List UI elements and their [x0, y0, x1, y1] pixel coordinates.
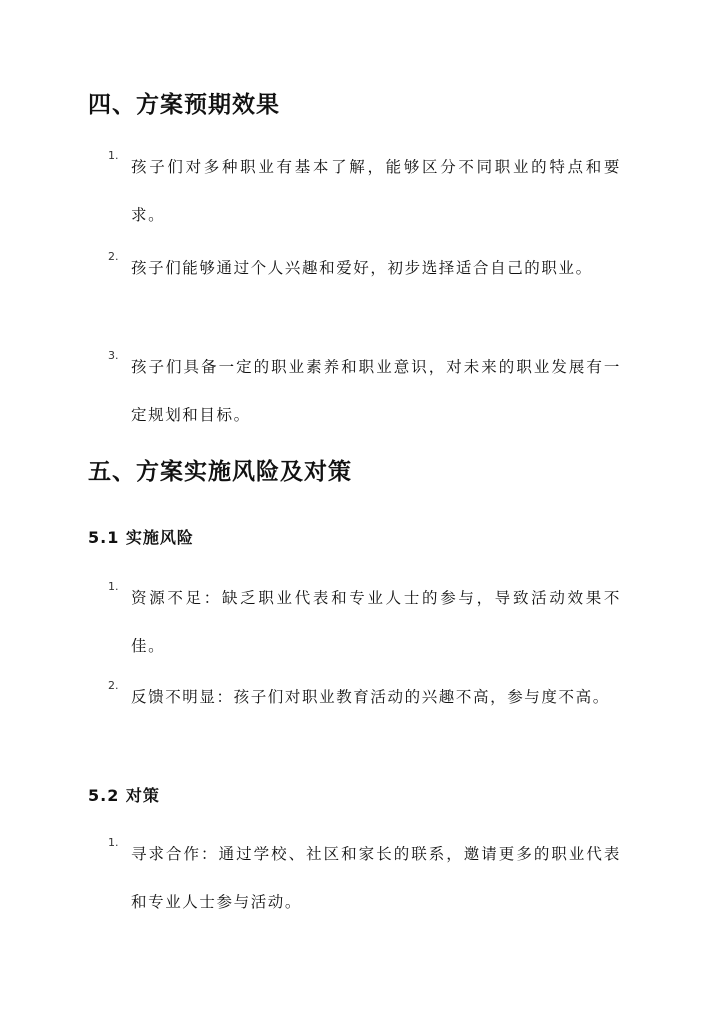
- list-item-text: 孩子们具备一定的职业素养和职业意识，对未来的职业发展有一定规划和目标。: [131, 358, 621, 424]
- subsection-heading-risks: 5.1 实施风险: [88, 528, 194, 547]
- list-item-text: 反馈不明显：孩子们对职业教育活动的兴趣不高，参与度不高。: [131, 688, 610, 706]
- list-item-text: 孩子们能够通过个人兴趣和爱好，初步选择适合自己的职业。: [131, 259, 593, 277]
- list-item: [108, 673, 628, 721]
- list-item-number: 3.: [108, 349, 119, 362]
- list-item-number: 1.: [108, 836, 119, 849]
- list-item-text: 孩子们对多种职业有基本了解，能够区分不同职业的特点和要求。: [131, 158, 621, 224]
- subsection-heading-countermeasures: 5.2 对策: [88, 786, 160, 805]
- section-heading-expected-effects: 四、方案预期效果: [88, 92, 280, 118]
- list-item-number: 1.: [108, 580, 119, 593]
- list-item-number: 2.: [108, 679, 119, 692]
- list-item-text: 寻求合作：通过学校、社区和家长的联系，邀请更多的职业代表和专业人士参与活动。: [131, 845, 621, 911]
- list-item: [108, 574, 628, 670]
- list-item-number: 1.: [108, 149, 119, 162]
- list-item-text: 资源不足：缺乏职业代表和专业人士的参与，导致活动效果不佳。: [131, 589, 621, 655]
- list-item: [108, 143, 628, 239]
- list-item-number: 2.: [108, 250, 119, 263]
- section-heading-risks-and-countermeasures: 五、方案实施风险及对策: [88, 459, 352, 485]
- list-item: [108, 244, 628, 292]
- list-item: [108, 830, 628, 926]
- list-item: [108, 343, 628, 439]
